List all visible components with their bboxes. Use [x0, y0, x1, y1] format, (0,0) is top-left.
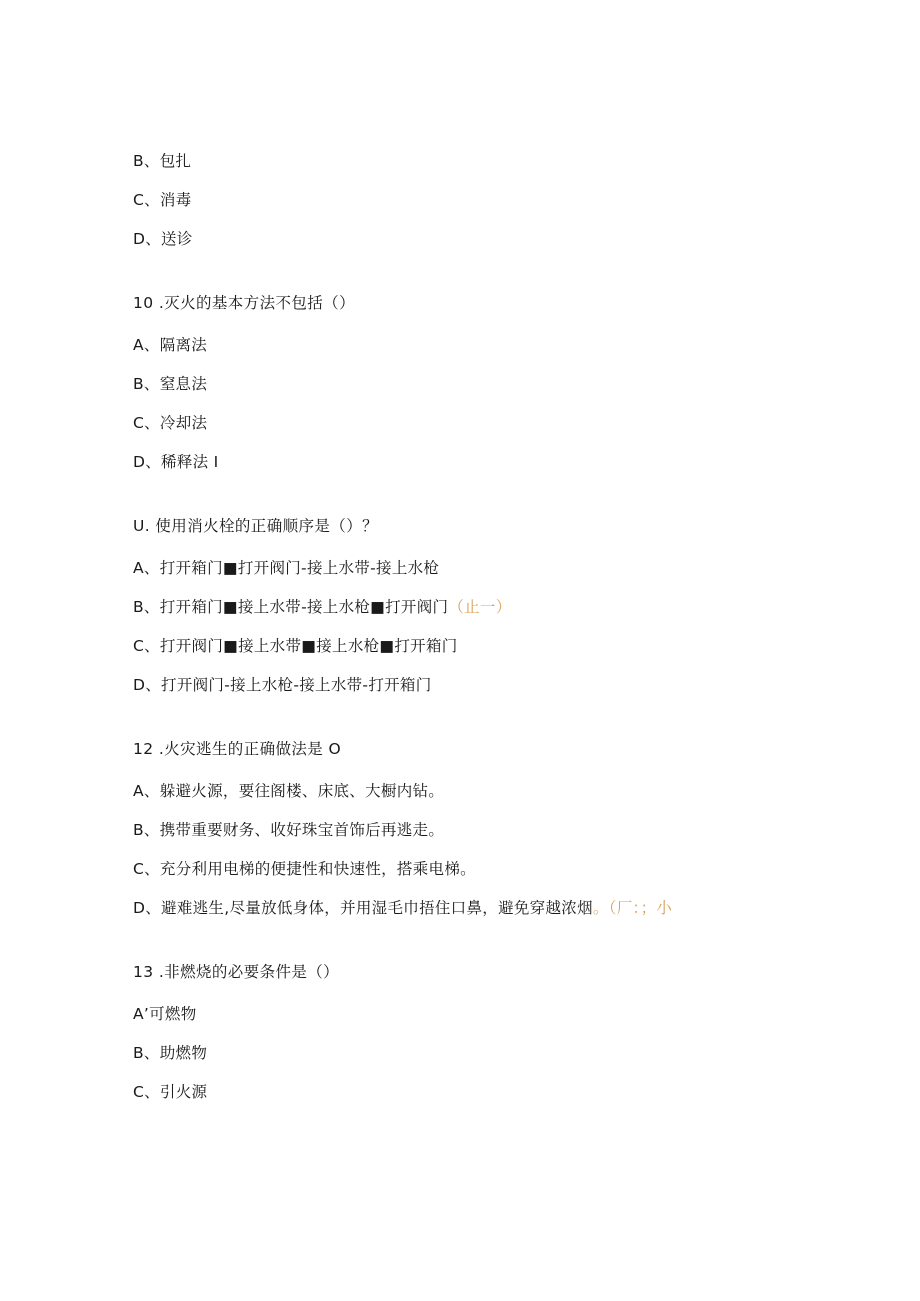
q9-option-b: B、包扎 [133, 152, 192, 170]
q10-option-c: C、冷却法 [133, 414, 208, 432]
q10-option-b: B、窒息法 [133, 375, 208, 393]
q11-option-b-text: B、打开箱门■接上水带-接上水枪■打开阀门 [133, 598, 449, 616]
q11-option-c: C、打开阀门■接上水带■接上水枪■打开箱门 [133, 637, 458, 655]
q11-question: U. 使用消火栓的正确顺序是（）？ [133, 517, 378, 535]
q13-option-b: B、助燃物 [133, 1044, 208, 1062]
q11-option-d: D、打开阀门-接上水枪-接上水带-打开箱门 [133, 676, 432, 694]
q11-option-b-annotation: （止一） [448, 598, 512, 616]
q10-question: 10 .灭火的基本方法不包括（） [133, 294, 355, 312]
q10-option-a: A、隔离法 [133, 336, 208, 354]
q11-option-a: A、打开箱门■打开阀门-接上水带-接上水枪 [133, 559, 440, 577]
q9-option-d: D、送诊 [133, 230, 193, 248]
q12-option-d-annotation: 。（厂：；小 [592, 899, 673, 917]
q12-option-b: B、携带重要财务、收好珠宝首饰后再逃走。 [133, 821, 445, 839]
q12-option-d-text: D、避难逃生,尽量放低身体，并用湿毛巾捂住口鼻，避免穿越浓烟 [133, 899, 593, 917]
q13-question: 13 .非燃烧的必要条件是（） [133, 963, 340, 981]
q9-option-c: C、消毒 [133, 191, 192, 209]
q11-option-b [133, 597, 512, 617]
q12-option-c: C、充分利用电梯的便捷性和快速性，搭乘电梯。 [133, 860, 476, 878]
q12-question: 12 .火灾逃生的正确做法是 O [133, 740, 342, 758]
q12-option-d [133, 898, 672, 918]
q13-option-c: C、引火源 [133, 1083, 208, 1101]
q13-option-a: A’可燃物 [133, 1005, 197, 1023]
q12-option-a: A、躲避火源，要往阁楼、床底、大橱内钻。 [133, 782, 445, 800]
q10-option-d: D、稀释法 I [133, 453, 219, 471]
